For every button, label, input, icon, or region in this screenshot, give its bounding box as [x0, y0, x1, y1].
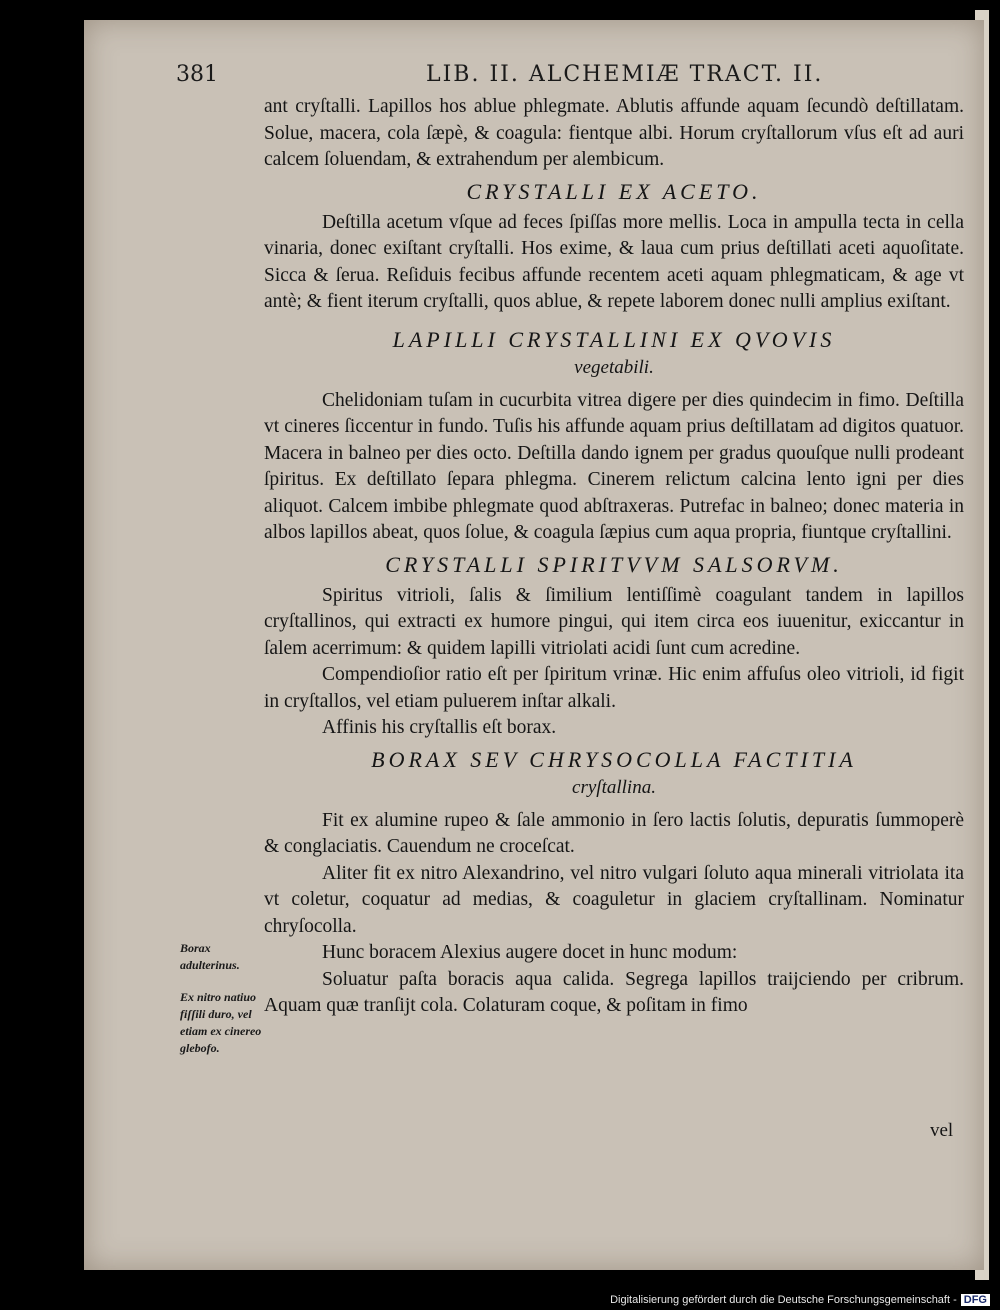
- running-head: LIB. II. ALCHEMIÆ TRACT. II.: [426, 62, 824, 87]
- section-heading: CRYSTALLI EX ACETO.: [466, 178, 762, 204]
- section-subheading: vegetabili.: [574, 356, 654, 378]
- page-header: [176, 62, 966, 96]
- paragraph: Aliter fit ex nitro Alexandrino, vel nitro vulgari ſoluto aqua minerali vitriolata ita vt coletur, coquatur ad medias, & coaguletur in glaciem cryſtallinam. Nominatur chryſocolla.: [264, 862, 964, 937]
- catchword: vel: [930, 1120, 954, 1141]
- paragraph: Fit ex alumine rupeo & ſale ammonio in ſero lactis ſolutis, depuratis ſummoperè & conglaciatis. Cauendum ne croceſcat.: [264, 809, 964, 857]
- margin-note: Ex nitro natiuo fiſſili duro, vel etiam ex cinereo glebofo.: [180, 990, 262, 1055]
- footer-text: Digitalisierung gefördert durch die Deutsche Forschungsgemeinschaft -: [610, 1294, 957, 1306]
- paragraph: Spiritus vitrioli, ſalis & ſimilium lentiſſimè coagulant tandem in lapillos cryſtallinos, qui extracti ex humore pingui, qui item circa eos iuuenitur, exiccantur in ſalem acerrimum: & quidem lapilli vitriolati acidi ſunt cum acredine.: [264, 584, 964, 659]
- margin-note: Borax adulterinus.: [180, 941, 240, 972]
- margin-notes: [180, 940, 270, 1072]
- paragraph: Deſtilla acetum vſque ad feces ſpiſſas more mellis. Loca in ampulla tecta in cella vinaria, donec exiſtant cryſtalli. Hos exime, & laua cum prius deſtillati aceti aquoſitate. Sicca & ſerua. Reſiduis fecibus affunde recentem aceti aquam phlegmaticam, & age vt antè; & fient iterum cryſtalli, quos ablue, & repete laborem donec nulli amplius exiſtant.: [264, 211, 964, 312]
- paragraph: Soluatur paſta boracis aqua calida. Segrega lapillos traijciendo per cribrum. Aquam quæ tranſijt cola. Colaturam coque, & poſitam in fimo: [264, 968, 964, 1016]
- main-text: [264, 94, 964, 1020]
- page-number: 381: [176, 62, 218, 87]
- paragraph: Chelidoniam tuſam in cucurbita vitrea digere per dies quindecim in fimo. Deſtilla vt cineres ſiccentur in fundo. Tuſis his affunde aquam prius deſtillatam ad digitos quatuor. Macera in balneo per dies octo. Deſtilla dando ignem per gradus quouſque nulli prodeant ſpiritus. Ex deſtillato ſepara phlegma. Cinerem relictum calcina lento igni per dies aliquot. Calcem imbibe phlegmate quod abſtraxeras. Putrefac in balneo; donec materia in albos lapillos abeat, quos ſolue, & coagula ſæpius cum aqua propria, fiuntque cryſtallini.: [264, 389, 964, 543]
- paragraph: Affinis his cryſtallis eſt borax.: [322, 717, 557, 738]
- paragraph: ant cryſtalli. Lapillos hos ablue phlegmate. Ablutis affunde aquam ſecundò deſtillatam. Solue, macera, cola ſæpè, & coagula: fientque albi. Horum cryſtallorum vſus eſt ad auri calcem ſoluendam, & extrahendum per alembicum.: [264, 96, 964, 170]
- section-subheading: cryſtallina.: [572, 776, 656, 798]
- paragraph: Compendioſior ratio eſt per ſpiritum vrinæ. Hic enim affuſus oleo vitrioli, id figit in cryſtallos, vel etiam puluerem inſtar alkali.: [264, 664, 964, 712]
- section-heading: LAPILLI CRYSTALLINI EX QVOVIS: [392, 326, 836, 352]
- dfg-logo-badge: DFG: [961, 1294, 990, 1306]
- section-heading: BORAX SEV CHRYSOCOLLA FACTITIA: [371, 746, 857, 772]
- footer: [610, 1294, 990, 1310]
- paragraph: Hunc boracem Alexius augere docet in hunc modum:: [322, 942, 738, 963]
- section-heading: CRYSTALLI SPIRITVVM SALSORVM.: [385, 551, 843, 577]
